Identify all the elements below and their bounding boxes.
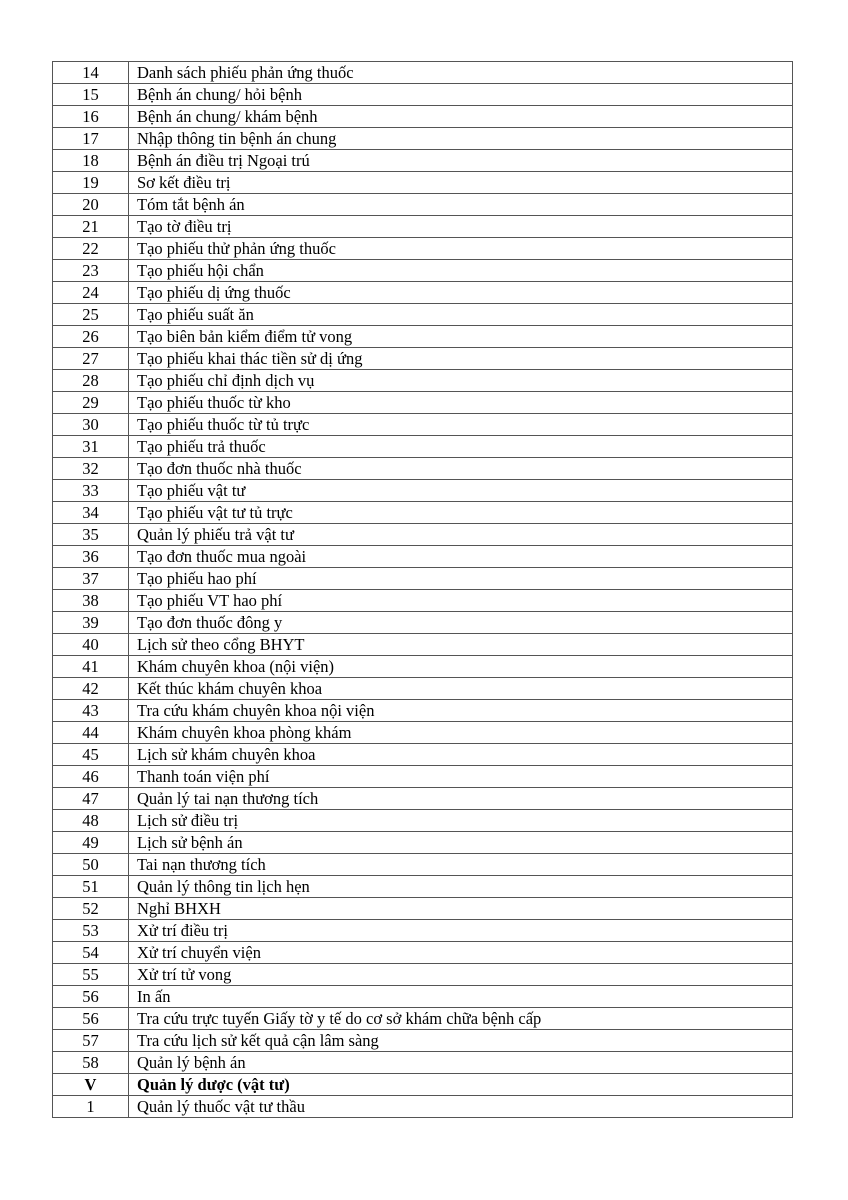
table-row	[53, 612, 793, 634]
row-number: 14	[53, 62, 129, 84]
row-number: 38	[53, 590, 129, 612]
row-name: Quản lý thuốc vật tư thầu	[129, 1096, 793, 1118]
row-name: Danh sách phiếu phản ứng thuốc	[129, 62, 793, 84]
table-row	[53, 392, 793, 414]
row-number: 40	[53, 634, 129, 656]
row-number: 56	[53, 986, 129, 1008]
table-row	[53, 920, 793, 942]
row-name: Lịch sử khám chuyên khoa	[129, 744, 793, 766]
row-number: 56	[53, 1008, 129, 1030]
table-row	[53, 62, 793, 84]
row-name: Xử trí chuyển viện	[129, 942, 793, 964]
row-name: Xử trí tử vong	[129, 964, 793, 986]
table-row	[53, 260, 793, 282]
row-name: Tạo phiếu thuốc từ kho	[129, 392, 793, 414]
row-name: Tra cứu lịch sử kết quả cận lâm sàng	[129, 1030, 793, 1052]
table-row	[53, 480, 793, 502]
row-name: Bệnh án điều trị Ngoại trú	[129, 150, 793, 172]
table-row	[53, 106, 793, 128]
table-row	[53, 84, 793, 106]
row-number: 18	[53, 150, 129, 172]
row-name: Tạo đơn thuốc nhà thuốc	[129, 458, 793, 480]
table-row	[53, 678, 793, 700]
table-row	[53, 326, 793, 348]
row-number: 20	[53, 194, 129, 216]
row-number: 33	[53, 480, 129, 502]
row-name: Tạo tờ điều trị	[129, 216, 793, 238]
table-row	[53, 1096, 793, 1118]
table-row	[53, 898, 793, 920]
row-name: Lịch sử điều trị	[129, 810, 793, 832]
row-name: Khám chuyên khoa (nội viện)	[129, 656, 793, 678]
row-number: 46	[53, 766, 129, 788]
row-number: 15	[53, 84, 129, 106]
table-row	[53, 502, 793, 524]
table-row	[53, 282, 793, 304]
row-name: Tạo phiếu suất ăn	[129, 304, 793, 326]
table-row	[53, 656, 793, 678]
row-name: Tạo phiếu VT hao phí	[129, 590, 793, 612]
row-number: 44	[53, 722, 129, 744]
row-name: Quản lý phiếu trả vật tư	[129, 524, 793, 546]
table-row	[53, 700, 793, 722]
row-name: Tạo biên bản kiểm điểm tử vong	[129, 326, 793, 348]
row-number: 22	[53, 238, 129, 260]
row-name: Quản lý dược (vật tư)	[129, 1074, 793, 1096]
row-number: 25	[53, 304, 129, 326]
row-name: Tra cứu trực tuyến Giấy tờ y tế do cơ sở khám chữa bệnh cấp	[129, 1008, 793, 1030]
row-number: 23	[53, 260, 129, 282]
row-number: 49	[53, 832, 129, 854]
row-number: 43	[53, 700, 129, 722]
row-name: Tạo phiếu thử phản ứng thuốc	[129, 238, 793, 260]
table-row	[53, 788, 793, 810]
table-row	[53, 942, 793, 964]
row-name: Xử trí điều trị	[129, 920, 793, 942]
row-name: Nhập thông tin bệnh án chung	[129, 128, 793, 150]
table-row	[53, 414, 793, 436]
row-number: 42	[53, 678, 129, 700]
row-number: 45	[53, 744, 129, 766]
row-name: Tạo phiếu hao phí	[129, 568, 793, 590]
row-name: Tạo phiếu trả thuốc	[129, 436, 793, 458]
row-name: Bệnh án chung/ hỏi bệnh	[129, 84, 793, 106]
row-number: 54	[53, 942, 129, 964]
table-row	[53, 150, 793, 172]
table-row	[53, 304, 793, 326]
row-number: 47	[53, 788, 129, 810]
row-number: 29	[53, 392, 129, 414]
row-name: Kết thúc khám chuyên khoa	[129, 678, 793, 700]
table-row	[53, 194, 793, 216]
row-name: Tạo phiếu vật tư	[129, 480, 793, 502]
row-name: In ấn	[129, 986, 793, 1008]
row-number: 57	[53, 1030, 129, 1052]
row-number: V	[53, 1074, 129, 1096]
row-number: 32	[53, 458, 129, 480]
row-number: 52	[53, 898, 129, 920]
table-row	[53, 1008, 793, 1030]
row-name: Tạo phiếu hội chẩn	[129, 260, 793, 282]
table-row	[53, 568, 793, 590]
row-number: 41	[53, 656, 129, 678]
row-name: Nghỉ BHXH	[129, 898, 793, 920]
row-number: 39	[53, 612, 129, 634]
row-name: Tóm tắt bệnh án	[129, 194, 793, 216]
row-name: Tạo phiếu dị ứng thuốc	[129, 282, 793, 304]
row-name: Bệnh án chung/ khám bệnh	[129, 106, 793, 128]
row-number: 28	[53, 370, 129, 392]
table-row	[53, 370, 793, 392]
row-number: 53	[53, 920, 129, 942]
row-name: Tạo đơn thuốc đông y	[129, 612, 793, 634]
row-number: 30	[53, 414, 129, 436]
row-name: Tra cứu khám chuyên khoa nội viện	[129, 700, 793, 722]
table-row	[53, 172, 793, 194]
row-name: Quản lý bệnh án	[129, 1052, 793, 1074]
row-number: 17	[53, 128, 129, 150]
row-number: 31	[53, 436, 129, 458]
row-number: 35	[53, 524, 129, 546]
row-number: 27	[53, 348, 129, 370]
row-number: 21	[53, 216, 129, 238]
table-row	[53, 436, 793, 458]
row-name: Sơ kết điều trị	[129, 172, 793, 194]
row-number: 24	[53, 282, 129, 304]
row-name: Tạo đơn thuốc mua ngoài	[129, 546, 793, 568]
row-name: Khám chuyên khoa phòng khám	[129, 722, 793, 744]
table-row	[53, 128, 793, 150]
table-row	[53, 546, 793, 568]
table-row	[53, 986, 793, 1008]
row-number: 55	[53, 964, 129, 986]
table-row	[53, 634, 793, 656]
table-row	[53, 348, 793, 370]
function-list-table	[52, 61, 793, 1118]
row-number: 1	[53, 1096, 129, 1118]
row-number: 51	[53, 876, 129, 898]
row-name: Quản lý tai nạn thương tích	[129, 788, 793, 810]
row-name: Lịch sử theo cổng BHYT	[129, 634, 793, 656]
row-number: 48	[53, 810, 129, 832]
row-number: 16	[53, 106, 129, 128]
table-row	[53, 876, 793, 898]
row-name: Lịch sử bệnh án	[129, 832, 793, 854]
row-name: Thanh toán viện phí	[129, 766, 793, 788]
row-name: Tạo phiếu chỉ định dịch vụ	[129, 370, 793, 392]
row-name: Quản lý thông tin lịch hẹn	[129, 876, 793, 898]
row-number: 50	[53, 854, 129, 876]
section-row	[53, 1074, 793, 1096]
row-number: 19	[53, 172, 129, 194]
table-body	[53, 62, 793, 1118]
table-row	[53, 964, 793, 986]
row-number: 58	[53, 1052, 129, 1074]
row-number: 37	[53, 568, 129, 590]
table-row	[53, 832, 793, 854]
row-name: Tạo phiếu khai thác tiền sử dị ứng	[129, 348, 793, 370]
table-row	[53, 854, 793, 876]
table-row	[53, 238, 793, 260]
row-number: 26	[53, 326, 129, 348]
table-row	[53, 810, 793, 832]
table-row	[53, 722, 793, 744]
row-number: 36	[53, 546, 129, 568]
table-row	[53, 458, 793, 480]
table-row	[53, 766, 793, 788]
row-number: 34	[53, 502, 129, 524]
table-row	[53, 1052, 793, 1074]
table-row	[53, 216, 793, 238]
row-name: Tạo phiếu vật tư tủ trực	[129, 502, 793, 524]
row-name: Tạo phiếu thuốc từ tủ trực	[129, 414, 793, 436]
row-name: Tai nạn thương tích	[129, 854, 793, 876]
table-row	[53, 524, 793, 546]
table-row	[53, 1030, 793, 1052]
table-row	[53, 744, 793, 766]
table-row	[53, 590, 793, 612]
